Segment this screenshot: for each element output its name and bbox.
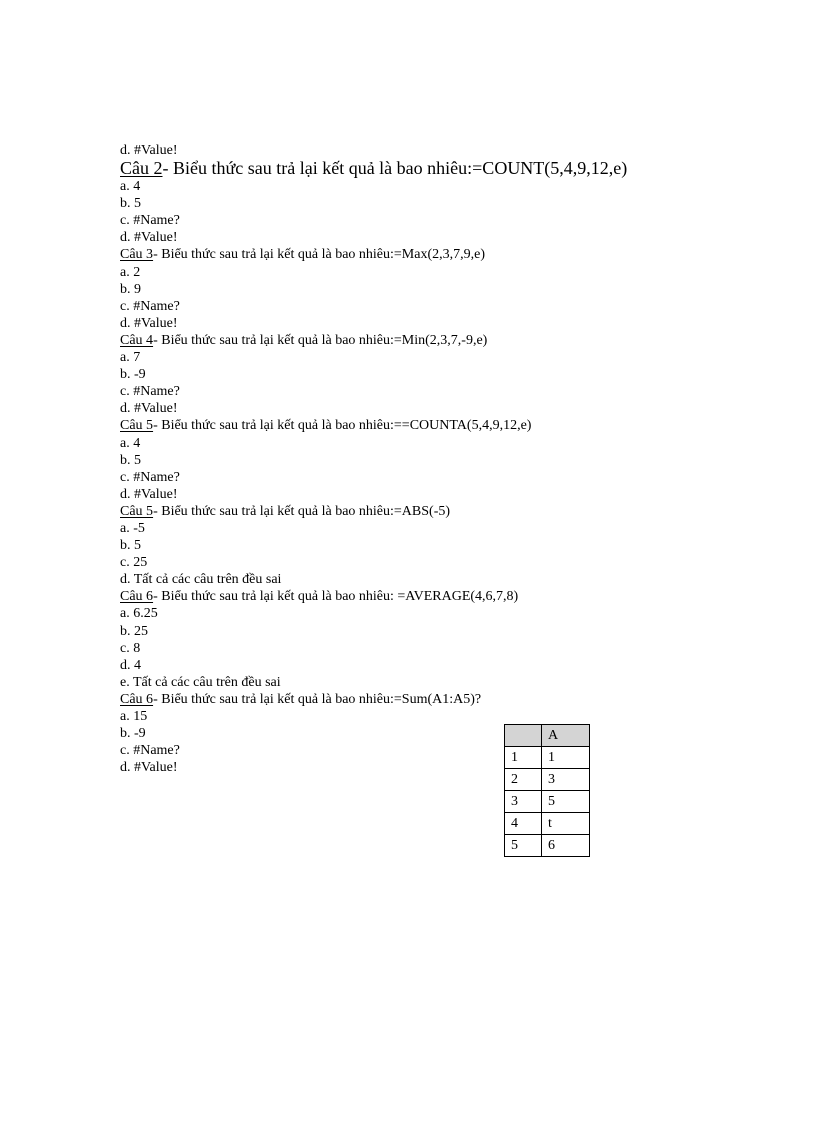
question-text: - Biểu thức sau trả lại kết quả là bao nhiêu:=Max(2,3,7,9,e) bbox=[153, 247, 486, 263]
question-heading bbox=[120, 158, 680, 178]
spreadsheet-row bbox=[505, 769, 590, 791]
answer-option: b. 5 bbox=[120, 196, 141, 212]
question-text: - Biểu thức sau trả lại kết quả là bao nhiêu:=Sum(A1:A5)? bbox=[153, 691, 482, 707]
answer-option: c. 25 bbox=[120, 555, 148, 571]
answer-option: d. #Value! bbox=[120, 760, 178, 776]
cell-value: 3 bbox=[542, 769, 590, 791]
spreadsheet-header-row bbox=[505, 725, 590, 747]
answer-option: d. #Value! bbox=[120, 230, 178, 246]
answer-option: a. 7 bbox=[120, 350, 141, 366]
row-number: 3 bbox=[505, 791, 542, 813]
answer-option: d. #Value! bbox=[120, 486, 178, 502]
answer-option: a. 15 bbox=[120, 709, 148, 724]
answer-option: b. 9 bbox=[120, 281, 141, 297]
spreadsheet-row bbox=[505, 813, 590, 835]
answer-option: c. #Name? bbox=[120, 298, 180, 314]
spreadsheet-row bbox=[505, 747, 590, 769]
answer-option: c. 8 bbox=[120, 640, 141, 656]
answer-option: d. #Value! bbox=[120, 143, 178, 158]
document-body bbox=[120, 142, 680, 776]
spreadsheet-row bbox=[505, 791, 590, 813]
row-number: 4 bbox=[505, 813, 542, 835]
question-heading bbox=[120, 332, 680, 349]
answer-option: b. 5 bbox=[120, 452, 141, 468]
question-number: Câu 3 bbox=[120, 247, 154, 263]
row-number: 2 bbox=[505, 769, 542, 791]
cell-value: 5 bbox=[542, 791, 590, 813]
question-text: - Biểu thức sau trả lại kết quả là bao nhiêu: =AVERAGE(4,6,7,8) bbox=[153, 589, 519, 605]
answer-option: d. #Value! bbox=[120, 401, 178, 417]
answer-option: a. -5 bbox=[120, 520, 145, 536]
question-text: - Biểu thức sau trả lại kết quả là bao nhiêu:=COUNT(5,4,9,12,e) bbox=[162, 158, 628, 179]
answer-option: b. 5 bbox=[120, 538, 141, 554]
answer-option: a. 4 bbox=[120, 435, 141, 451]
answer-option: a. 2 bbox=[120, 264, 141, 280]
question-number: Câu 4 bbox=[120, 332, 154, 348]
question-number: Câu 5 bbox=[120, 418, 154, 434]
question-text: - Biểu thức sau trả lại kết quả là bao nhiêu:=Min(2,3,7,-9,e) bbox=[153, 332, 488, 348]
question-number: Câu 2 bbox=[120, 158, 163, 179]
answer-option: c. #Name? bbox=[120, 384, 180, 400]
question-number: Câu 5 bbox=[120, 503, 154, 519]
question-heading bbox=[120, 588, 680, 605]
cell-value: 1 bbox=[542, 747, 590, 769]
answer-option: c. #Name? bbox=[120, 213, 180, 229]
answer-option: d. Tất cả các câu trên đều sai bbox=[120, 572, 282, 588]
question-number: Câu 6 bbox=[120, 589, 154, 605]
question-text: - Biểu thức sau trả lại kết quả là bao nhiêu:==COUNTA(5,4,9,12,e) bbox=[153, 418, 532, 434]
column-header-a: A bbox=[542, 725, 590, 747]
question-heading bbox=[120, 246, 680, 263]
answer-option: a. 6.25 bbox=[120, 606, 158, 622]
cell-value: 6 bbox=[542, 835, 590, 857]
answer-option: c. #Name? bbox=[120, 469, 180, 485]
row-number: 5 bbox=[505, 835, 542, 857]
question-heading bbox=[120, 417, 680, 434]
row-number: 1 bbox=[505, 747, 542, 769]
answer-option: b. -9 bbox=[120, 367, 146, 383]
answer-option: b. -9 bbox=[120, 726, 146, 742]
answer-option: b. 25 bbox=[120, 623, 148, 639]
answer-option: e. Tất cả các câu trên đều sai bbox=[120, 674, 281, 690]
answer-option: a. 4 bbox=[120, 179, 141, 195]
question-heading bbox=[120, 691, 680, 708]
answer-option: d. 4 bbox=[120, 657, 141, 673]
spreadsheet-row bbox=[505, 835, 590, 857]
cell-value: t bbox=[542, 813, 590, 835]
answer-option: c. #Name? bbox=[120, 743, 180, 759]
answer-option: d. #Value! bbox=[120, 315, 178, 331]
question-heading bbox=[120, 503, 680, 520]
corner-cell bbox=[505, 725, 542, 747]
question-number: Câu 6 bbox=[120, 691, 154, 707]
spreadsheet-table bbox=[504, 724, 590, 857]
question-text: - Biểu thức sau trả lại kết quả là bao nhiêu:=ABS(-5) bbox=[153, 503, 451, 519]
